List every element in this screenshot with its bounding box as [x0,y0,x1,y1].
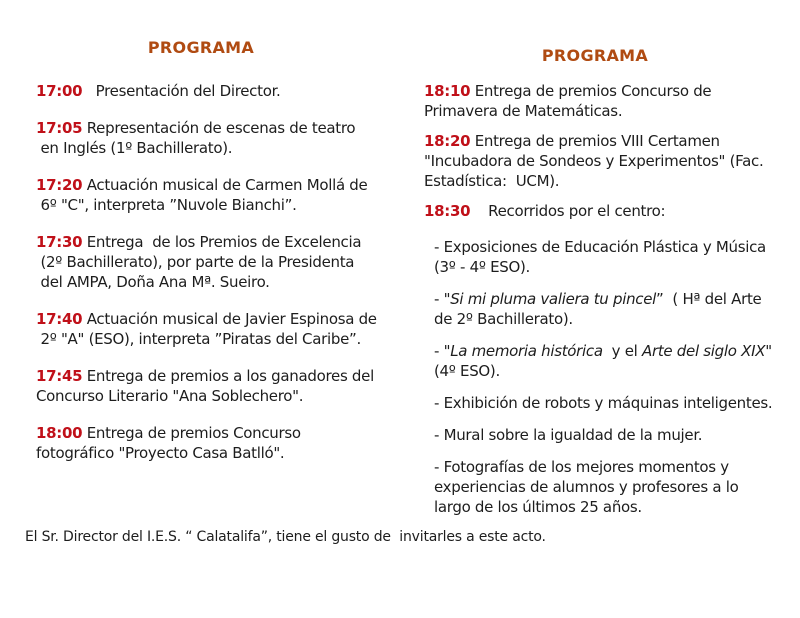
event-text: en Inglés (1º Bachillerato). [36,139,233,157]
event-text: Estadística: UCM). [424,172,560,190]
event-time: 17:30 [36,233,83,251]
event-time: 17:20 [36,176,83,194]
event-text: Presentación del Director. [82,82,281,100]
bullet-text: Arte del siglo XIX [642,342,766,360]
event-text: Representación de escenas de teatro [82,119,356,137]
event [36,366,414,406]
left-program-title: PROGRAMA [147,38,255,57]
bullet-text: - Fotografías de los mejores momentos y [434,458,729,476]
event-text: fotográfico "Proyecto Casa Batlló". [36,444,285,462]
event-text: Entrega de premios a los ganadores del [82,367,374,385]
bullet-text: (3º - 4º ESO). [434,258,531,276]
event [36,81,414,101]
bullet-text: - Mural sobre la igualdad de la mujer. [434,426,703,444]
event [36,423,414,463]
bullet-text: Si mi pluma valiera tu pincel [450,290,657,308]
event-time: 18:20 [424,132,471,150]
bullet-item [424,393,796,413]
event [36,309,414,349]
right-events-list [424,81,796,221]
event [36,118,414,158]
event [424,131,796,191]
bullet-item [424,425,796,445]
event-text: del AMPA, Doña Ana Mª. Sueiro. [36,273,270,291]
event-text: 2º "A" (ESO), interpreta ”Piratas del Caribe”. [36,330,361,348]
bullet-item [424,457,796,517]
event-text: Actuación musical de Javier Espinosa de [82,310,377,328]
bullet-text: - " [434,342,451,360]
event-text: Entrega de los Premios de Excelencia [82,233,362,251]
event-text: Recorridos por el centro: [470,202,666,220]
event-text: (2º Bachillerato), por parte de la Presidenta [36,253,355,271]
bullet-text: experiencias de alumnos y profesores a lo [434,478,739,496]
event-time: 17:05 [36,119,83,137]
event-text: Entrega de premios Concurso de [470,82,712,100]
event-text: 6º "C", interpreta ”Nuvole Bianchi”. [36,196,297,214]
bullet-text: - Exposiciones de Educación Plástica y Música [434,238,766,256]
right-column [424,46,796,529]
right-program-title: PROGRAMA [541,46,649,65]
bullet-text: de 2º Bachillerato). [434,310,573,328]
bullet-text: " [765,342,772,360]
bullet-text: ” ( Hª del Arte [656,290,762,308]
event [424,201,796,221]
event-text: Entrega de premios VIII Certamen [470,132,720,150]
event [36,232,414,292]
bullet-item [424,289,796,329]
footer-note: El Sr. Director del I.E.S. “ Calatalifa”, tiene el gusto de invitarles a este acto. [25,529,546,545]
event [424,81,796,121]
event-time: 18:00 [36,424,83,442]
left-column [36,38,414,480]
event [36,175,414,215]
event-text: Entrega de premios Concurso [82,424,301,442]
event-time: 18:30 [424,202,471,220]
event-time: 18:10 [424,82,471,100]
event-text: Actuación musical de Carmen Mollá de [82,176,368,194]
event-time: 17:00 [36,82,83,100]
event-text: Concurso Literario "Ana Soblechero". [36,387,304,405]
left-events-list [36,81,414,463]
bullet-text: La memoria histórica [450,342,603,360]
bullet-text: - " [434,290,451,308]
bullet-text: - Exhibición de robots y máquinas inteligentes. [434,394,773,412]
bullet-item [424,341,796,381]
bullet-text: y el [602,342,642,360]
bullet-text: largo de los últimos 25 años. [434,498,642,516]
bullet-text: (4º ESO). [434,362,500,380]
event-text: "Incubadora de Sondeos y Experimentos" (Fac. [424,152,764,170]
right-bullets-list [424,237,796,517]
event-time: 17:45 [36,367,83,385]
event-time: 17:40 [36,310,83,328]
event-text: Primavera de Matemáticas. [424,102,623,120]
bullet-item [424,237,796,277]
